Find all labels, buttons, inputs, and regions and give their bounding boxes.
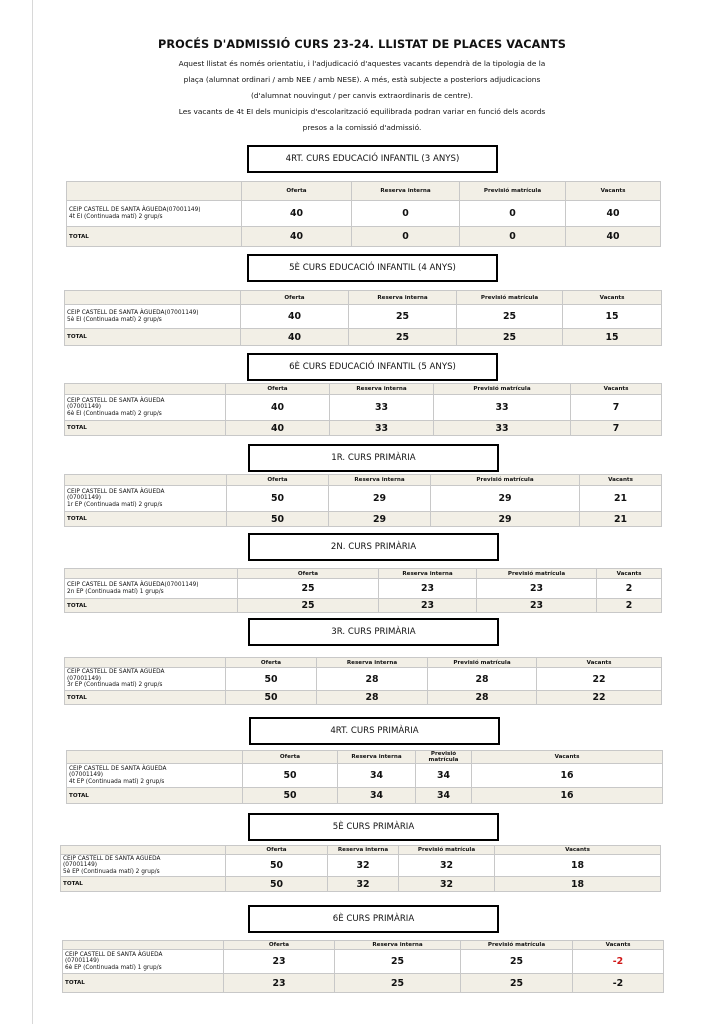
- total-cell: 23: [379, 599, 477, 613]
- column-header: Previsió matrícula: [399, 846, 495, 855]
- total-cell: 21: [580, 512, 662, 527]
- total-cell: 22: [537, 691, 662, 705]
- total-label: TOTAL: [65, 691, 226, 705]
- column-header: Oferta: [227, 475, 329, 486]
- column-header: Vacants: [571, 384, 662, 395]
- school-cell: [67, 201, 242, 227]
- document-title: PROCÉS D'ADMISSIÓ CURS 23-24. LLISTAT DE PLACES VACANTS: [157, 38, 567, 51]
- value-cell: 33: [434, 395, 571, 421]
- column-header: Previsió matrícula: [461, 941, 573, 950]
- section-heading: 5È CURS EDUCACIÓ INFANTIL (4 ANYS): [247, 254, 498, 282]
- intro-line: Les vacants de 4t EI dels municipis d'escolarització equilibrada podran variar en funció dels acords: [178, 107, 546, 116]
- school-cell: [63, 950, 224, 974]
- column-header: Vacants: [537, 658, 662, 668]
- value-cell: 34: [338, 764, 416, 788]
- value-cell: 16: [472, 764, 663, 788]
- school-cell: [65, 305, 241, 329]
- school-line: 4t EI (Continuada matí) 2 grup/s: [69, 213, 163, 220]
- value-cell: 34: [416, 764, 472, 788]
- school-line: 1r EP (Continuada matí) 2 grup/s: [67, 501, 163, 508]
- school-line: (07001149): [63, 862, 98, 869]
- column-header: Previsió matrícula: [457, 291, 563, 305]
- column-header: Reserva interna: [349, 291, 457, 305]
- section-heading: 4RT. CURS PRIMÀRIA: [249, 717, 500, 745]
- intro-text: [0, 56, 724, 136]
- school-line: 4t EP (Continuada matí) 2 grup/s: [69, 778, 165, 785]
- school-line: CEIP CASTELL DE SANTA ÀGUEDA(07001149): [69, 207, 201, 214]
- column-header: Vacants: [580, 475, 662, 486]
- value-cell: 50: [227, 486, 329, 512]
- total-cell: 25: [238, 599, 379, 613]
- school-cell: [65, 395, 226, 421]
- value-cell: 40: [566, 201, 661, 227]
- header-blank-cell: [67, 182, 242, 201]
- total-label: TOTAL: [67, 227, 242, 247]
- column-header: Previsió matrícula: [460, 182, 566, 201]
- value-cell: 21: [580, 486, 662, 512]
- vacancy-table: [64, 568, 662, 613]
- vacancy-table: [62, 940, 664, 993]
- column-header: Oferta: [224, 941, 335, 950]
- total-cell: 50: [226, 877, 328, 892]
- school-line: 6è EI (Continuada matí) 2 grup/s: [67, 410, 162, 417]
- total-cell: 0: [352, 227, 460, 247]
- column-header: Previsió matrícula: [428, 658, 537, 668]
- total-cell: 50: [227, 512, 329, 527]
- column-header: Oferta: [243, 751, 338, 764]
- document-header: [0, 38, 724, 136]
- school-cell: [61, 855, 226, 877]
- total-cell: 2: [597, 599, 662, 613]
- value-cell: 25: [457, 305, 563, 329]
- column-header: Reserva interna: [330, 384, 434, 395]
- school-line: (07001149): [67, 495, 102, 502]
- total-cell: 40: [241, 329, 349, 346]
- value-cell: 50: [226, 855, 328, 877]
- column-header: Oferta: [226, 658, 317, 668]
- total-cell: 25: [457, 329, 563, 346]
- total-cell: 29: [431, 512, 580, 527]
- total-cell: 15: [563, 329, 662, 346]
- column-header: Reserva interna: [328, 846, 399, 855]
- column-header: Previsió matrícula: [416, 751, 472, 764]
- column-header: Previsió matrícula: [477, 569, 597, 579]
- column-header: Vacants: [573, 941, 664, 950]
- column-header: Vacants: [566, 182, 661, 201]
- header-blank-cell: [65, 658, 226, 668]
- school-line: 5è EP (Continuada matí) 2 grup/s: [63, 868, 160, 875]
- total-label: TOTAL: [65, 329, 241, 346]
- value-cell: 0: [460, 201, 566, 227]
- vacancy-table: [64, 383, 662, 436]
- total-cell: 40: [566, 227, 661, 247]
- total-cell: 0: [460, 227, 566, 247]
- column-header: Reserva interna: [335, 941, 461, 950]
- school-cell: [65, 486, 227, 512]
- total-label: TOTAL: [63, 974, 224, 993]
- value-cell: 18: [495, 855, 661, 877]
- total-cell: 50: [243, 788, 338, 804]
- school-line: CEIP CASTELL DE SANTA ÀGUEDA: [69, 765, 167, 772]
- total-cell: 25: [461, 974, 573, 993]
- school-line: CEIP CASTELL DE SANTA ÀGUEDA: [67, 669, 165, 676]
- column-header: Oferta: [226, 384, 330, 395]
- total-cell: 18: [495, 877, 661, 892]
- total-cell: -2: [573, 974, 664, 993]
- total-cell: 25: [335, 974, 461, 993]
- column-header: Vacants: [563, 291, 662, 305]
- value-cell: 0: [352, 201, 460, 227]
- school-line: CEIP CASTELL DE SANTA ÀGUEDA: [67, 488, 165, 495]
- section-heading: 2N. CURS PRIMÀRIA: [248, 533, 499, 561]
- total-label: TOTAL: [67, 788, 243, 804]
- total-cell: 32: [328, 877, 399, 892]
- page-left-border: [32, 0, 33, 1024]
- school-line: 3r EP (Continuada matí) 2 grup/s: [67, 682, 163, 689]
- intro-line: Aquest llistat és només orientatiu, i l'adjudicació d'aquestes vacants dependrà de la tipologia de la: [178, 59, 546, 68]
- value-cell: 22: [537, 668, 662, 691]
- header-blank-cell: [61, 846, 226, 855]
- school-line: CEIP CASTELL DE SANTA ÀGUEDA(07001149): [67, 582, 199, 589]
- column-header: Oferta: [241, 291, 349, 305]
- column-header: Previsió matrícula: [431, 475, 580, 486]
- header-blank-cell: [65, 569, 238, 579]
- value-cell: -2: [573, 950, 664, 974]
- section-heading: 6È CURS PRIMÀRIA: [248, 905, 499, 933]
- value-cell: 33: [330, 395, 434, 421]
- value-cell: 40: [226, 395, 330, 421]
- section-heading: 4RT. CURS EDUCACIÓ INFANTIL (3 ANYS): [247, 145, 498, 173]
- section-heading: 3R. CURS PRIMÀRIA: [248, 618, 499, 646]
- total-cell: 34: [338, 788, 416, 804]
- value-cell: 29: [431, 486, 580, 512]
- vacancy-table: [60, 845, 661, 892]
- section-heading: 5È CURS PRIMÀRIA: [248, 813, 499, 841]
- school-line: (07001149): [67, 675, 102, 682]
- school-line: 6è EP (Continuada matí) 1 grup/s: [65, 964, 162, 971]
- section-heading: 6È CURS EDUCACIÓ INFANTIL (5 ANYS): [247, 353, 498, 381]
- total-cell: 40: [242, 227, 352, 247]
- header-blank-cell: [63, 941, 224, 950]
- total-cell: 29: [329, 512, 431, 527]
- total-cell: 7: [571, 421, 662, 436]
- column-header: Reserva interna: [352, 182, 460, 201]
- value-cell: 28: [317, 668, 428, 691]
- intro-line: (d'alumnat nouvingut / per canvis extraordinaris de centre).: [251, 91, 473, 100]
- total-cell: 33: [330, 421, 434, 436]
- school-cell: [65, 579, 238, 599]
- school-line: CEIP CASTELL DE SANTA ÀGUEDA(07001149): [67, 310, 199, 317]
- school-line: CEIP CASTELL DE SANTA ÀGUEDA: [63, 855, 161, 862]
- school-line: CEIP CASTELL DE SANTA ÀGUEDA: [67, 397, 165, 404]
- school-line: (07001149): [69, 772, 104, 779]
- column-header: Vacants: [472, 751, 663, 764]
- school-cell: [65, 668, 226, 691]
- header-blank-cell: [65, 291, 241, 305]
- header-blank-cell: [65, 475, 227, 486]
- value-cell: 23: [477, 579, 597, 599]
- school-cell: [67, 764, 243, 788]
- total-label: TOTAL: [65, 512, 227, 527]
- header-blank-cell: [67, 751, 243, 764]
- value-cell: 28: [428, 668, 537, 691]
- total-cell: 40: [226, 421, 330, 436]
- column-header: Oferta: [238, 569, 379, 579]
- total-cell: 50: [226, 691, 317, 705]
- column-header: Oferta: [226, 846, 328, 855]
- total-cell: 23: [477, 599, 597, 613]
- column-header: Reserva interna: [379, 569, 477, 579]
- value-cell: 7: [571, 395, 662, 421]
- total-cell: 23: [224, 974, 335, 993]
- value-cell: 23: [224, 950, 335, 974]
- value-cell: 32: [328, 855, 399, 877]
- school-line: 5è EI (Continuada matí) 2 grup/s: [67, 316, 162, 323]
- vacancy-table: [66, 750, 663, 804]
- column-header: Vacants: [495, 846, 661, 855]
- vacancy-table: [64, 474, 662, 527]
- value-cell: 40: [241, 305, 349, 329]
- total-label: TOTAL: [65, 599, 238, 613]
- value-cell: 2: [597, 579, 662, 599]
- school-line: (07001149): [67, 404, 102, 411]
- column-header: Vacants: [597, 569, 662, 579]
- value-cell: 25: [238, 579, 379, 599]
- value-cell: 40: [242, 201, 352, 227]
- value-cell: 29: [329, 486, 431, 512]
- total-cell: 25: [349, 329, 457, 346]
- total-cell: 28: [317, 691, 428, 705]
- vacancy-table: [64, 657, 662, 705]
- value-cell: 25: [461, 950, 573, 974]
- value-cell: 25: [349, 305, 457, 329]
- total-cell: 32: [399, 877, 495, 892]
- school-line: (07001149): [65, 958, 100, 965]
- header-blank-cell: [65, 384, 226, 395]
- vacancy-table: [66, 181, 661, 247]
- value-cell: 32: [399, 855, 495, 877]
- column-header: Previsió matrícula: [434, 384, 571, 395]
- value-cell: 50: [226, 668, 317, 691]
- value-cell: 23: [379, 579, 477, 599]
- intro-line: presos a la comissió d'admissió.: [302, 123, 422, 132]
- section-heading: 1R. CURS PRIMÀRIA: [248, 444, 499, 472]
- value-cell: 15: [563, 305, 662, 329]
- school-line: CEIP CASTELL DE SANTA ÀGUEDA: [65, 951, 163, 958]
- total-label: TOTAL: [61, 877, 226, 892]
- value-cell: 25: [335, 950, 461, 974]
- column-header: Oferta: [242, 182, 352, 201]
- total-cell: 16: [472, 788, 663, 804]
- total-cell: 33: [434, 421, 571, 436]
- column-header: Reserva interna: [338, 751, 416, 764]
- total-cell: 28: [428, 691, 537, 705]
- school-line: 2n EP (Continuada matí) 1 grup/s: [67, 588, 164, 595]
- vacancy-table: [64, 290, 662, 346]
- total-cell: 34: [416, 788, 472, 804]
- value-cell: 50: [243, 764, 338, 788]
- intro-line: plaça (alumnat ordinari / amb NEE / amb NESE). A més, està subjecte a posteriors adjudicacions: [183, 75, 541, 84]
- column-header: Reserva interna: [329, 475, 431, 486]
- total-label: TOTAL: [65, 421, 226, 436]
- column-header: Reserva interna: [317, 658, 428, 668]
